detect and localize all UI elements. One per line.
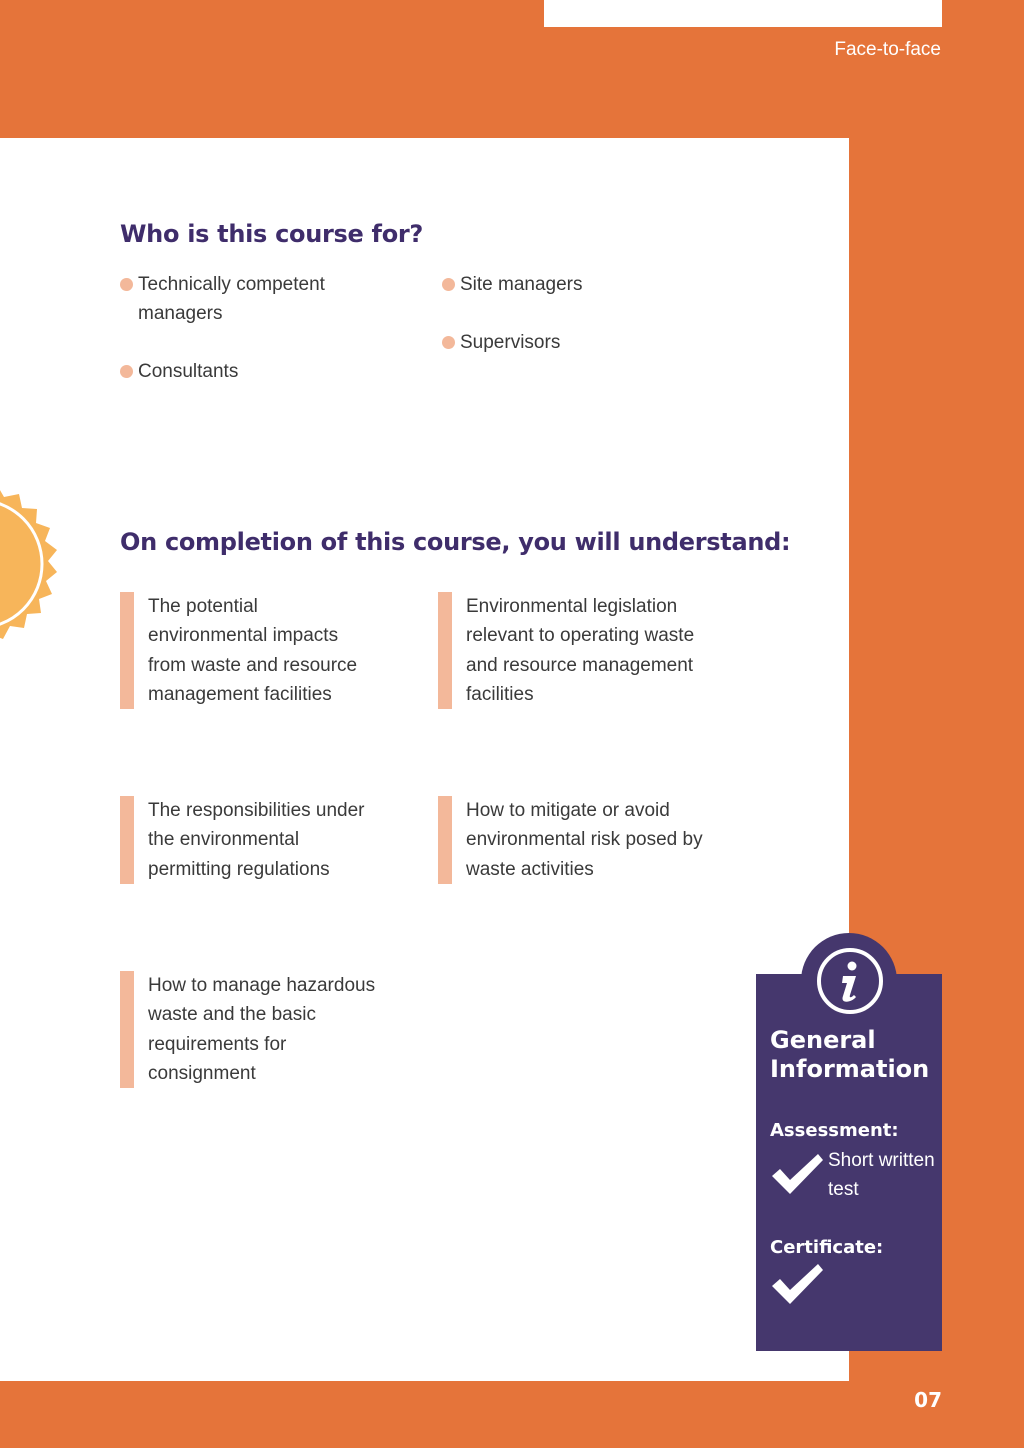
outcome-item: How to manage hazardous waste and the basic requirements for consignment — [120, 971, 380, 1088]
certificate-label: Certificate: — [770, 1237, 884, 1258]
outcome-item: The potential environmental impacts from waste and resource management facilities — [120, 592, 380, 709]
audience-item: Technically competent managers — [120, 270, 380, 328]
outcome-bar — [438, 592, 452, 709]
bullet-dot-icon — [120, 278, 133, 291]
audience-item: Site managers — [442, 270, 702, 299]
audience-heading: Who is this course for? — [120, 220, 424, 248]
audience-item: Supervisors — [442, 328, 702, 357]
info-icon — [816, 947, 884, 1015]
assessment-value: Short written test — [828, 1150, 935, 1200]
outcome-item: How to mitigate or avoid environmental risk posed by waste activities — [438, 796, 728, 884]
bullet-dot-icon — [442, 336, 455, 349]
outcome-bar — [438, 796, 452, 884]
general-info-panel — [756, 974, 942, 1351]
bullet-dot-icon — [442, 278, 455, 291]
top-tab — [544, 0, 942, 27]
assessment-label: Assessment: — [770, 1120, 899, 1141]
page-number: 07 — [914, 1388, 942, 1412]
general-info-title: General Information — [770, 1026, 930, 1083]
seal-decoration — [0, 470, 68, 658]
bullet-dot-icon — [120, 365, 133, 378]
outcome-bar — [120, 592, 134, 709]
checkmark-icon — [770, 1262, 824, 1306]
delivery-mode-label: Face-to-face — [834, 39, 941, 60]
outcome-bar — [120, 796, 134, 884]
outcome-bar — [120, 971, 134, 1088]
checkmark-icon — [770, 1152, 824, 1196]
outcome-item: Environmental legislation relevant to operating waste and resource management facilities — [438, 592, 728, 709]
outcome-item: The responsibilities under the environmental permitting regulations — [120, 796, 380, 884]
outcomes-heading: On completion of this course, you will understand: — [120, 528, 791, 556]
audience-item: Consultants — [120, 357, 380, 386]
